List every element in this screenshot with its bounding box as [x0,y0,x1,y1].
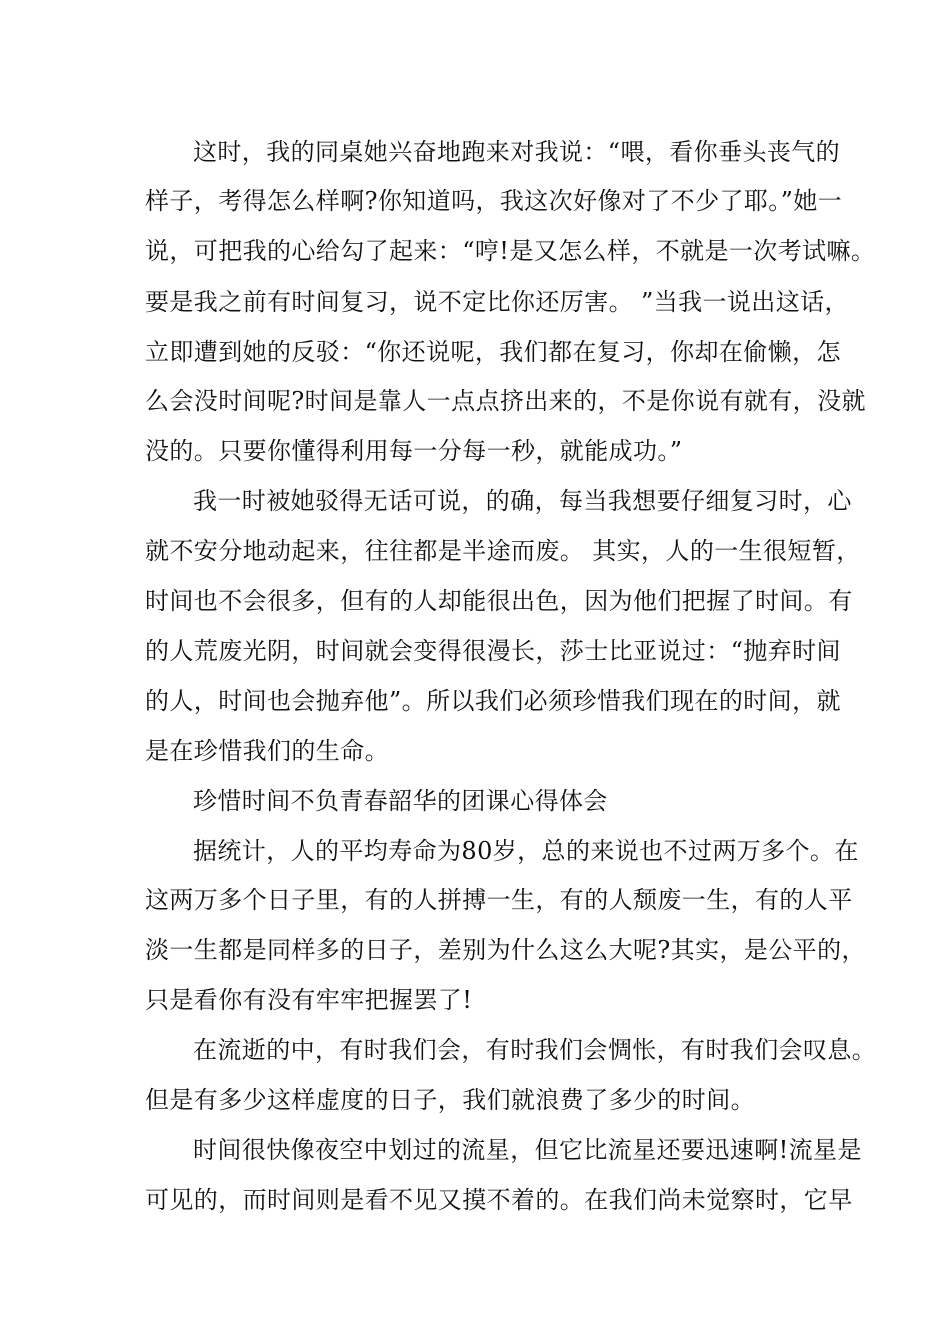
paragraph-line: 这两万多个日子里，有的人拼搏一生，有的人颓废一生，有的人平 [145,886,853,914]
paragraph-line: 时间也不会很多，但有的人却能很出色，因为他们把握了时间。有 [145,587,853,615]
section-heading: 珍惜时间不负青春韶华的团课心得体会 [193,787,608,815]
paragraph-line: 是在珍惜我们的生命。 [145,737,389,765]
paragraph-line: 在流逝的中，有时我们会，有时我们会惆怅，有时我们会叹息。 [193,1036,877,1064]
paragraph-line: 的人，时间也会抛弃他”。所以我们必须珍惜我们现在的时间，就 [145,687,841,715]
paragraph-line: 没的。只要你懂得利用每一分每一秒，就能成功。” [145,437,683,465]
paragraph-line: 说，可把我的心给勾了起来：“哼!是又怎么样，不就是一次考试嘛。 [145,237,876,265]
paragraph-line: 这时，我的同桌她兴奋地跑来对我说：“喂，看你垂头丧气的 [193,138,841,166]
paragraph-line: 就不安分地动起来，往往都是半途而废。 其实，人的一生很短暂， [145,537,861,565]
paragraph-line: 但是有多少这样虚度的日子，我们就浪费了多少的时间。 [145,1086,755,1114]
paragraph-line: 可见的，而时间则是看不见又摸不着的。在我们尚未觉察时，它早 [145,1186,853,1214]
paragraph-line: 的人荒废光阴，时间就会变得很漫长，莎士比亚说过：“抛弃时间 [145,637,841,665]
paragraph-line: 样子，考得怎么样啊?你知道吗，我这次好像对了不少了耶。”她一 [145,187,843,215]
paragraph-line: 据统计，人的平均寿命为80岁，总的来说也不过两万多个。在 [193,837,859,865]
paragraph-line: 要是我之前有时间复习，说不定比你还厉害。 ”当我一说出这话， [145,288,849,316]
paragraph-line: 时间很快像夜空中划过的流星，但它比流星还要迅速啊!流星是 [193,1136,862,1164]
paragraph-line: 么会没时间呢?时间是靠人一点点挤出来的，不是你说有就有，没就 [145,387,866,415]
paragraph-line: 只是看你有没有牢牢把握罢了! [145,986,473,1014]
paragraph-line: 立即遭到她的反驳：“你还说呢，我们都在复习，你却在偷懒，怎 [145,338,841,366]
paragraph-line: 淡一生都是同样多的日子，差别为什么这么大呢?其实，是公平的， [145,936,866,964]
paragraph-line: 我一时被她驳得无话可说，的确，每当我想要仔细复习时，心 [193,487,852,515]
